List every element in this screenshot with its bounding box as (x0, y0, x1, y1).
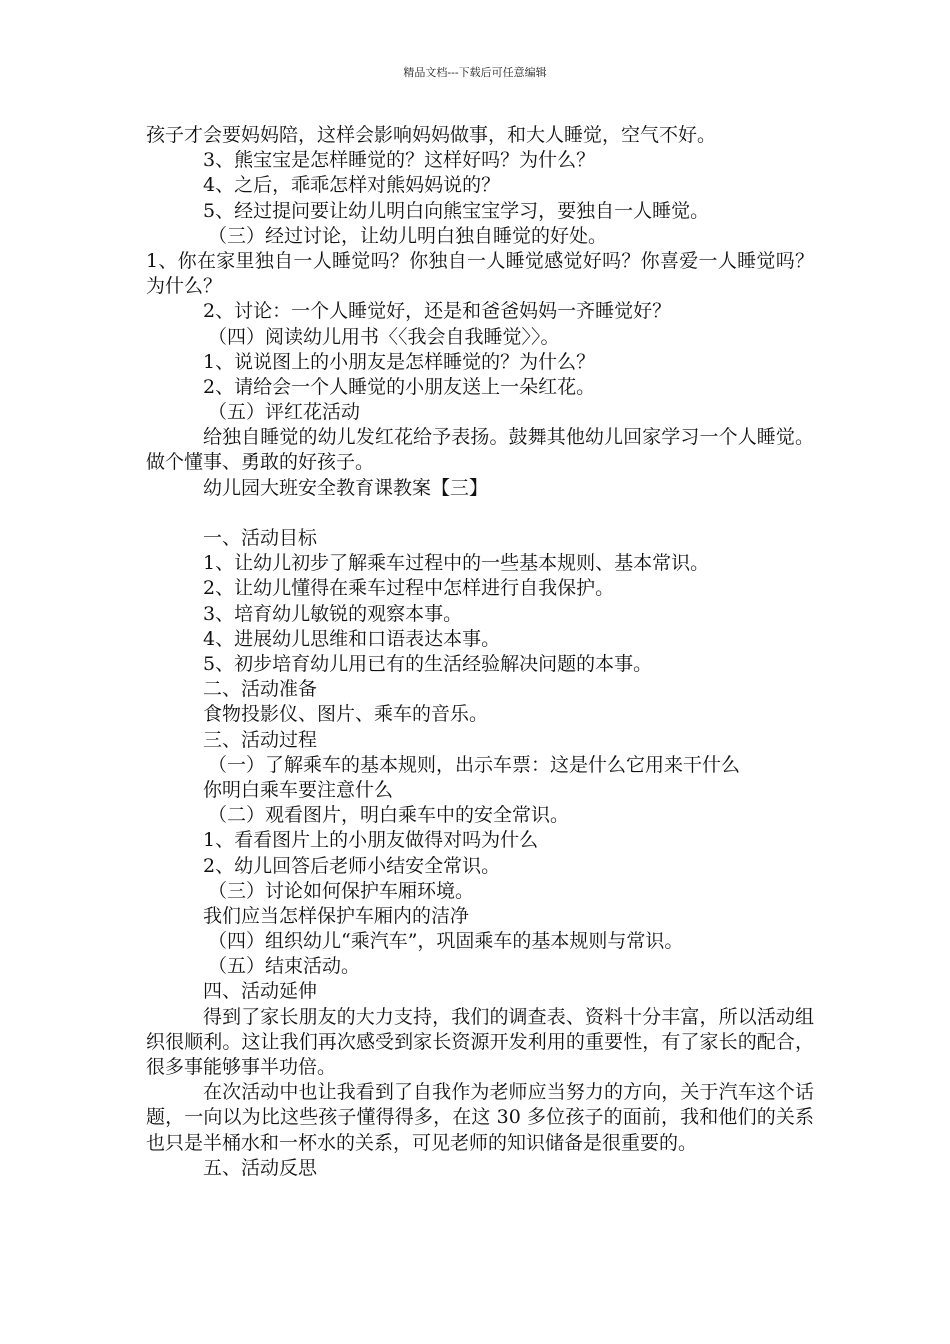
section-heading: （二）观看图片，明白乘车中的安全常识。 (208, 804, 570, 827)
paragraph: 我们应当怎样保护车厢内的洁净 (203, 904, 470, 927)
page-header: 精品文档---下载后可任意编辑 (403, 66, 547, 79)
paragraph: 1、说说图上的小朋友是怎样睡觉的？为什么？ (203, 350, 596, 373)
blank-line (146, 501, 814, 526)
paragraph: （一）了解乘车的基本规则，出示车票：这是什么它用来干什么 (208, 753, 741, 776)
paragraph: 食物投影仪、图片、乘车的音乐。 (203, 703, 489, 726)
paragraph: 1、你在家里独自一人睡觉吗？你独自一人睡觉感觉好吗？你喜爱一人睡觉吗？为什么？ (146, 249, 814, 298)
paragraph: 2、讨论：一个人睡觉好，还是和爸爸妈妈一齐睡觉好？ (203, 300, 672, 323)
section-heading: 三、活动过程 (203, 728, 318, 751)
list-item: 1、让幼儿初步了解乘车过程中的一些基本规则、基本常识。 (203, 552, 710, 575)
paragraph: 得到了家长朋友的大力支持，我们的调查表、资料十分丰富，所以活动组织很顺利。这让我们再次感受到家长资源开发利用的重要性，有了家长的配合，很多事能够事半功倍。 (146, 1005, 814, 1079)
paragraph: 2、请给会一个人睡觉的小朋友送上一朵红花。 (203, 375, 596, 398)
section-heading: （五）结束活动。 (208, 955, 361, 978)
paragraph: 孩子才会要妈妈陪，这样会影响妈妈做事，和大人睡觉，空气不好。 (146, 124, 717, 146)
paragraph: 你明白乘车要注意什么 (203, 778, 394, 801)
paragraph: 2、幼儿回答后老师小结安全常识。 (203, 854, 501, 877)
section-heading: 一、活动目标 (203, 527, 318, 550)
section-heading: （三）讨论如何保护车厢环境。 (208, 879, 475, 902)
list-item: 3、培育幼儿敏锐的观察本事。 (203, 602, 463, 625)
list-item: 4、进展幼儿思维和口语表达本事。 (203, 627, 501, 650)
section-heading: （四）阅读幼儿用书〈〈我会自我睡觉〉〉。 (208, 325, 560, 348)
section-heading: （五）评红花活动 (208, 401, 361, 424)
section-heading: （三）经过讨论，让幼儿明白独自睡觉的好处。 (208, 224, 608, 247)
paragraph: 给独自睡觉的幼儿发红花给予表扬。鼓舞其他幼儿回家学习一个人睡觉。做个懂事、勇敢的好孩子。 (146, 426, 814, 474)
paragraph: 4、之后，乖乖怎样对熊妈妈说的？ (203, 174, 501, 197)
section-heading: （四）组织幼儿“乘汽车”，巩固乘车的基本规则与常识。 (208, 930, 684, 953)
list-item: 2、让幼儿懂得在乘车过程中怎样进行自我保护。 (203, 577, 615, 600)
paragraph: 5、经过提问要让幼儿明白向熊宝宝学习，要独自一人睡觉。 (203, 199, 710, 222)
list-item: 5、初步培育幼儿用已有的生活经验解决问题的本事。 (203, 653, 653, 675)
section-heading: 二、活动准备 (203, 678, 318, 701)
document-title: 幼儿园大班安全教育课教案【三】 (203, 476, 489, 499)
document-body (146, 123, 814, 1181)
paragraph: 1、看看图片上的小朋友做得对吗为什么 (203, 829, 539, 852)
paragraph: 在次活动中也让我看到了自我作为老师应当努力的方向，关于汽车这个话题，一向以为比这些孩子懂得得多，在这 30 多位孩子的面前，我和他们的关系也只是半桶水和一杯水的关系，可见老师的知识储备是很重要的。 (146, 1081, 814, 1154)
section-heading: 四、活动延伸 (203, 980, 318, 1003)
paragraph: 3、熊宝宝是怎样睡觉的？这样好吗？为什么？ (203, 149, 596, 172)
section-heading: 五、活动反思 (203, 1156, 318, 1179)
